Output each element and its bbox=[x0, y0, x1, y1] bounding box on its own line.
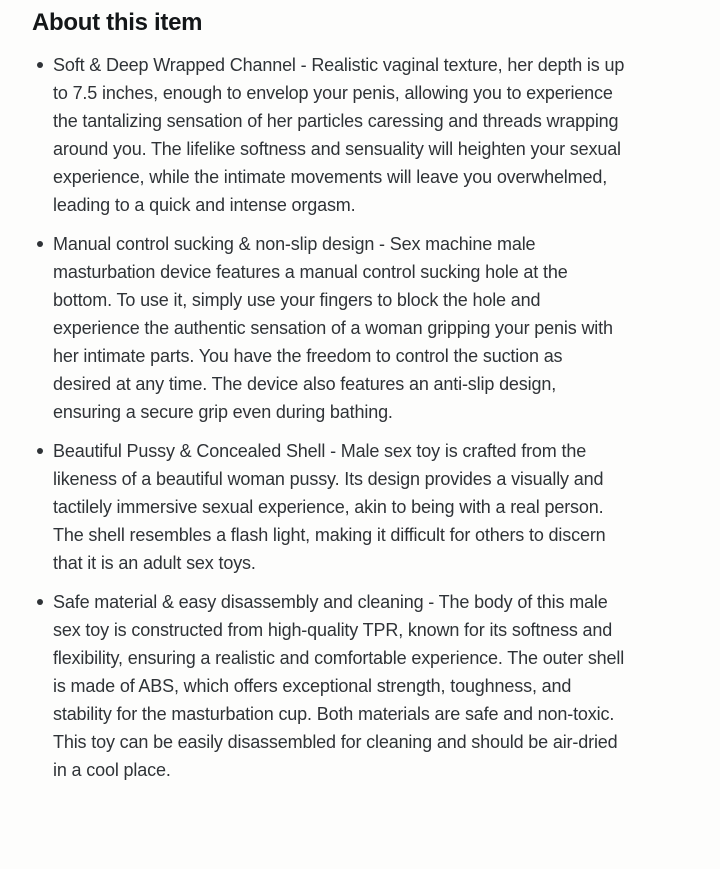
bullet-icon bbox=[37, 448, 43, 454]
bullet-text: Beautiful Pussy & Concealed Shell - Male sex toy is crafted from the likeness of a beautiful woman pussy. Its design provides a visually and tactilely immersive sexual experience, akin to being with a real person. The shell resembles a flash light, making it difficult for others to discern that it is an adult sex toys. bbox=[53, 441, 606, 573]
list-item bbox=[53, 230, 625, 426]
list-item bbox=[53, 437, 625, 577]
list-item bbox=[53, 51, 625, 219]
bullet-text: Manual control sucking & non-slip design - Sex machine male masturbation device features a manual control sucking hole at the bottom. To use it, simply use your fingers to block the hole and experience the authentic sensation of a woman gripping your penis with her intimate parts. You have the freedom to control the suction as desired at any time. The device also features an anti-slip design, ensuring a secure grip even during bathing. bbox=[53, 234, 613, 422]
bullet-icon bbox=[37, 599, 43, 605]
bullet-icon bbox=[37, 241, 43, 247]
list-item bbox=[53, 588, 625, 784]
bullet-text: Safe material & easy disassembly and cleaning - The body of this male sex toy is constructed from high-quality TPR, known for its softness and flexibility, ensuring a realistic and comfortable experience. The outer shell is made of ABS, which offers exceptional strength, toughness, and stability for the masturbation cup. Both materials are safe and non-toxic. This toy can be easily disassembled for cleaning and should be air-dried in a cool place. bbox=[53, 592, 625, 780]
section-title: About this item bbox=[32, 9, 203, 36]
bullet-text: Soft & Deep Wrapped Channel - Realistic vaginal texture, her depth is up to 7.5 inches, enough to envelop your penis, allowing you to experience the tantalizing sensation of her particles caressing and threads wrapping around you. The lifelike softness and sensuality will heighten your sexual experience, while the intimate movements will leave you overwhelmed, leading to a quick and intense orgasm. bbox=[53, 55, 625, 215]
bullet-icon bbox=[37, 62, 43, 68]
about-bullet-list bbox=[32, 51, 625, 784]
